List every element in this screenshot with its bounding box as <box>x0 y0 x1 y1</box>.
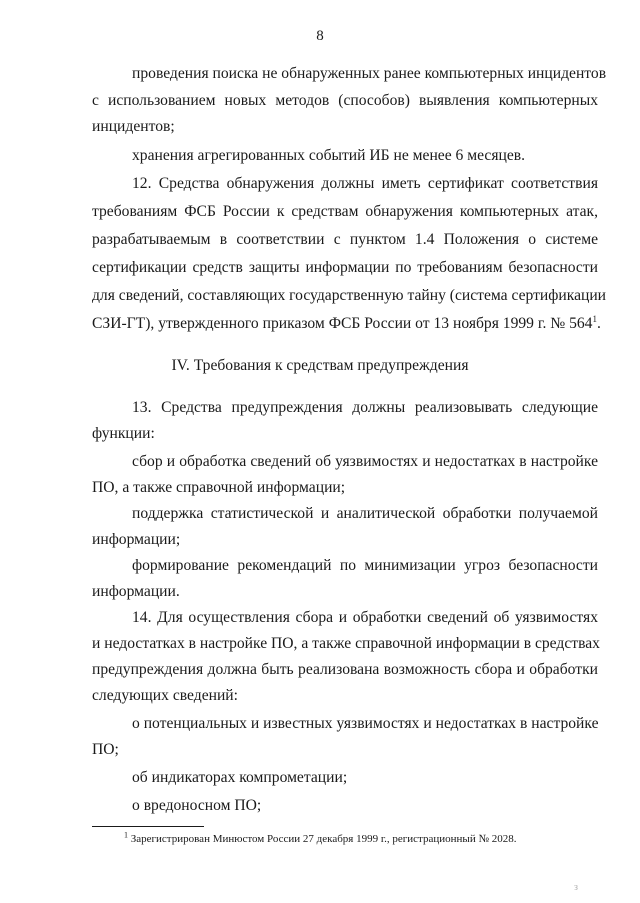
paragraph-14-line: предупреждения должна быть реализована возможность сбора и обработки <box>92 661 598 678</box>
line-text: СЗИ-ГТ), утвержденного приказом ФСБ России от 13 ноября 1999 г. № 564 <box>92 315 593 332</box>
footnote-divider <box>92 826 204 827</box>
footnote-ref: 1 <box>592 313 597 324</box>
paragraph-14-line: следующих сведений: <box>92 687 238 704</box>
paragraph-14-line: и недостатках в настройке ПО, а также справочной информации в средствах <box>92 635 600 652</box>
footnote-marker: 1 <box>124 830 128 840</box>
paragraph-12-line-last <box>92 313 601 334</box>
paragraph-12-line: для сведений, составляющих государственную тайну (система сертификации <box>92 287 607 304</box>
list-item-line: формирование рекомендаций по минимизации угроз безопасности <box>132 557 598 574</box>
list-item-line: об индикаторах компрометации; <box>132 769 348 786</box>
footnote <box>124 832 516 846</box>
section-heading: IV. Требования к средствам предупреждения <box>171 357 469 374</box>
list-item-line: ПО, а также справочной информации; <box>92 479 346 496</box>
text-line: с использованием новых методов (способов) выявления компьютерных <box>92 92 598 109</box>
corner-mark: з <box>574 882 578 893</box>
list-item-line: сбор и обработка сведений об уязвимостях и недостатках в настройке <box>132 453 598 470</box>
paragraph-12-line: 12. Средства обнаружения должны иметь сертификат соответствия <box>132 175 598 192</box>
paragraph-13-line: функции: <box>92 425 155 442</box>
paragraph-14-line: 14. Для осуществления сбора и обработки сведений об уязвимостях <box>132 609 598 626</box>
text-line: проведения поиска не обнаруженных ранее компьютерных инцидентов <box>132 65 607 82</box>
list-item-line: о вредоносном ПО; <box>132 797 262 814</box>
paragraph-13-line: 13. Средства предупреждения должны реализовывать следующие <box>132 399 598 416</box>
line-end: . <box>596 315 601 332</box>
page-number: 8 <box>316 28 324 44</box>
paragraph-12-line: разрабатываемым в соответствии с пунктом 1.4 Положения о системе <box>92 231 598 248</box>
list-item-line: поддержка статистической и аналитической обработки получаемой <box>132 505 598 522</box>
paragraph-12-line: сертификации средств защиты информации по требованиям безопасности <box>92 259 598 276</box>
list-item-line: информации. <box>92 583 180 600</box>
list-item-line: информации; <box>92 531 181 548</box>
footnote-text: Зарегистрирован Минюстом России 27 декабря 1999 г., регистрационный № 2028. <box>130 833 517 845</box>
list-item-line: о потенциальных и известных уязвимостях и недостатках в настройке <box>132 715 599 732</box>
list-item-line: ПО; <box>92 741 119 758</box>
text-line: хранения агрегированных событий ИБ не менее 6 месяцев. <box>132 147 526 164</box>
paragraph-12-line: требованиям ФСБ России к средствам обнаружения компьютерных атак, <box>92 203 598 220</box>
text-line: инцидентов; <box>92 118 175 135</box>
